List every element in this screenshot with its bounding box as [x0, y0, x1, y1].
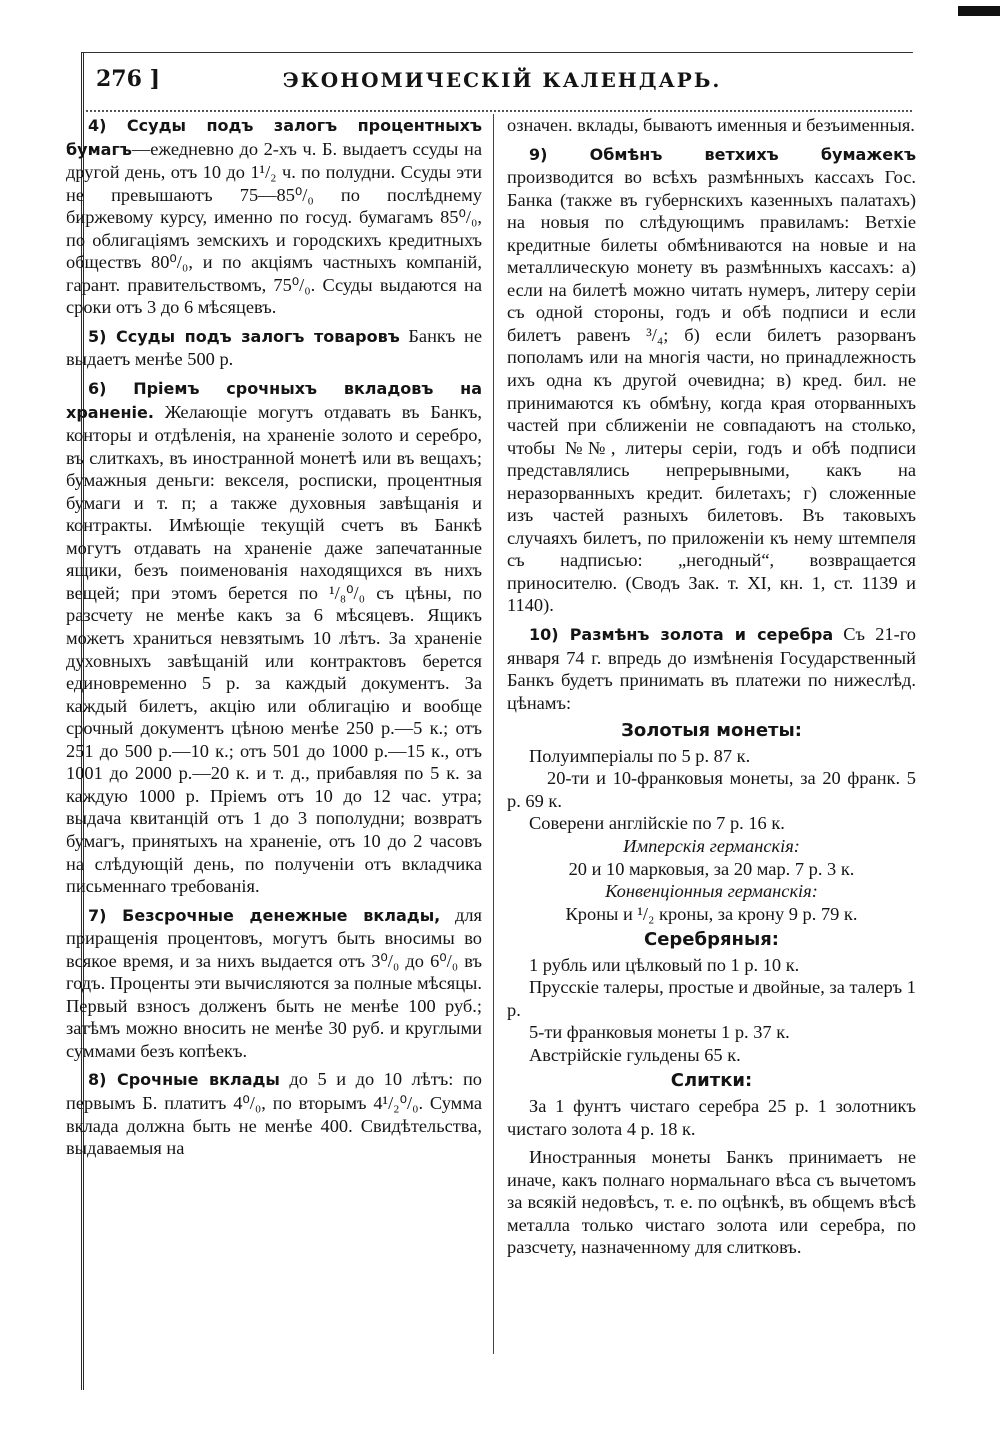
section-10-text: Съ 21-го января 74 г. впредь до измѣненія Государственный Банкъ будетъ принимать въ платежи по нижеслѣд. цѣнамъ:	[507, 624, 916, 713]
section-9	[507, 143, 916, 617]
gold-coins-heading: Золотыя монеты:	[621, 720, 802, 742]
section-5-text: Банкъ не выдаетъ менѣе 500 р.	[66, 325, 482, 370]
column-divider	[493, 114, 494, 1354]
section-8	[66, 1068, 482, 1159]
section-9-heading: 9) Обмѣнъ ветхихъ бумажекъ	[529, 144, 916, 164]
silver-coins-line: Австрійскіе гульдены 65 к.	[529, 1044, 741, 1065]
silver-coins-line: Прусскіе талеры, простые и двойные, за талеръ 1 р.	[507, 977, 916, 1020]
gold-coins-line: 20-ти и 10-франковыя монеты, за 20 франк. 5 р. 69 к.	[507, 768, 916, 811]
page-header	[92, 64, 912, 98]
section-8-text: до 5 и до 10 лѣтъ: по первымъ Б. платитъ 4⁰/₀, по вторымъ 4¹/₂⁰/₀. Сумма вклада должна быть не менѣе 400. Свидѣтельства, выдаваемыя на	[66, 1069, 482, 1159]
gold-coins-line: Соверени англійскіе по 7 р. 16 к.	[529, 813, 785, 834]
imperial-german-heading: Имперскія германскія:	[623, 835, 800, 856]
section-5	[66, 325, 482, 371]
ingots-heading: Слитки:	[670, 1070, 753, 1092]
header-ornament-rule	[86, 100, 912, 112]
imperial-german-line: 20 и 10 марковыя, за 20 мар. 7 р. 3 к.	[568, 858, 855, 879]
right-column	[507, 114, 916, 1265]
section-7-text: для приращенія процентовъ, могутъ быть вносимы во всякое время, и за нихъ выдается отъ 3⁰/₀ до 6⁰/₀ въ годъ. Проценты эти вычисляются за полные мѣсяцы. Первый взносъ долженъ быть не менѣе 100 руб.; затѣмъ можно вносить не менѣе 30 руб. и круглыми суммами безъ копѣекъ.	[66, 904, 483, 1061]
conventional-german-heading: Конвенціонныя германскія:	[605, 881, 818, 902]
running-title: ЭКОНОМИЧЕСКІЙ КАЛЕНДАРЬ.	[282, 68, 722, 92]
foreign-coins-paragraph: Иностранныя монеты Банкъ принимаетъ не иначе, какъ полнаго нормальнаго вѣса съ вычетомъ за всякій недовѣсъ, т. е. по оцѣнкѣ, въ общемъ вѣсѣ металла только чистаго золота или серебра, по разсчету, назначенному для слитковъ.	[507, 1147, 916, 1258]
section-5-heading: 5) Ссуды подъ залогъ товаровъ	[88, 326, 400, 346]
scan-corner-mark	[958, 6, 1000, 16]
section-7	[66, 904, 482, 1063]
section-4-text: —ежедневно до 2-хъ ч. Б. выдаетъ ссуды на другой день, отъ 10 до 1¹/₂ ч. по полудни. Ссуды эти не превышаютъ 75—85⁰/₀ по послѣднему биржевому курсу, именно по госуд. бумагамъ 85⁰/₀, по облигаціямъ земскихъ и городскихъ кредитныхъ обществъ 80⁰/₀, и по акціямъ частныхъ компаній, гарант. правительствомъ, 75⁰/₀. Ссуды выдаются на сроки отъ 3 до 6 мѣсяцевъ.	[66, 138, 482, 318]
left-column	[66, 114, 482, 1166]
section-7-heading: 7) Безсрочные денежные вклады,	[88, 905, 441, 925]
section-10-heading: 10) Размѣнъ золота и серебра	[529, 625, 834, 645]
section-8-heading: 8) Срочные вклады	[88, 1070, 280, 1090]
section-6	[66, 377, 482, 898]
section-9-text: производится во всѣхъ размѣнныхъ кассахъ Гос. Банка (также въ губернскихъ казенныхъ палатахъ) на новыя по слѣдующимъ правиламъ: Ветхіе кредитные билеты обмѣниваются на новые и на металлическую монету въ размѣнныхъ кассахъ: а) если на билетѣ можно читать нумеръ, литеру серіи съ одной стороны, годъ и обѣ подписи и если билетъ равенъ ³/₄; б) если билетъ разорванъ пополамъ или на многія части, но принадлежность ихъ одна къ другой очевидна; в) кред. бил. не принимаются къ обмѣну, когда края оторванныхъ частей при сближеніи не совпадаютъ на столько, чтобы №№, литеры серіи, годъ и обѣ подписи представлялись непрерывными, какъ на неразорванныхъ кредит. билетахъ; г) сложенные изъ частей разныхъ билетовъ. Въ таковыхъ случаяхъ билетъ, по приложеніи къ нему штемпеля съ надписью: „негодный“, возвращается приносителю. (Сводъ Зак. т. XI, кн. 1, ст. 1139 и 1140).	[507, 167, 916, 616]
gold-coins-line: Полуимперіалы по 5 р. 87 к.	[529, 745, 751, 766]
section-6-text: Желающіе могутъ отдавать въ Банкъ, конторы и отдѣленія, на храненіе золото и серебро, въ слиткахъ, въ иностранной монетѣ или въ вещахъ; бумажныя деньги: векселя, росписки, процентныя бумаги и т. п; а также духовныя завѣщанія и контракты. Имѣющіе текущій счетъ въ Банкѣ могутъ отдавать на храненіе даже запечатанные ящики, безъ поименованія находящихся въ нихъ вещей; при этомъ берется по ¹/₈⁰/₀ съ цѣны, по разсчету не менѣе какъ за 6 мѣсяцевъ. Ящикъ можетъ храниться невзятымъ 10 лѣтъ. За храненіе духовныхъ завѣщаній или контрактовъ берется единовременно 5 р. за каждый документъ. За каждый билетъ, акцію или облигацію и вообще срочный документъ цѣною менѣе 250 р.—5 к.; отъ 251 до 500 р.—10 к.; отъ 501 до 1000 р.—15 к., отъ 1001 до 2000 р.—20 к. и т. д., прибавляя по 5 к. за каждую 1000 р. Пріемъ отъ 10 до 12 час. утра; выдача квитанцій отъ 1 до 3 пополудни; возвратъ бумагъ, принятыхъ на храненіе, отъ 10 до 2 часовъ на слѣдующій день, по полученіи отъ вкладчика письменнаго требованія.	[66, 401, 482, 897]
section-6-heading: 6) Пріемъ срочныхъ вкладовъ на храненіе.	[66, 379, 482, 422]
silver-coins-line: 1 рубль или цѣлковый по 1 р. 10 к.	[529, 954, 800, 975]
silver-coins-heading: Серебряныя:	[644, 929, 779, 951]
section-10	[507, 623, 916, 714]
section-4-heading: 4) Ссуды подъ залогъ процентныхъ бумагъ	[66, 116, 482, 159]
ingots-line: За 1 фунтъ чистаго серебра 25 р. 1 золотникъ чистаго золота 4 р. 18 к.	[507, 1095, 916, 1139]
section-4	[66, 114, 482, 319]
page-number: 276 ]	[96, 66, 160, 92]
section-8-continuation: означен. вклады, бываютъ именныя и безъименныя.	[507, 115, 915, 135]
silver-coins-line: 5-ти франковыя монеты 1 р. 37 к.	[529, 1022, 790, 1043]
conventional-german-line: Кроны и ¹/₂ кроны, за крону 9 р. 79 к.	[565, 903, 858, 924]
